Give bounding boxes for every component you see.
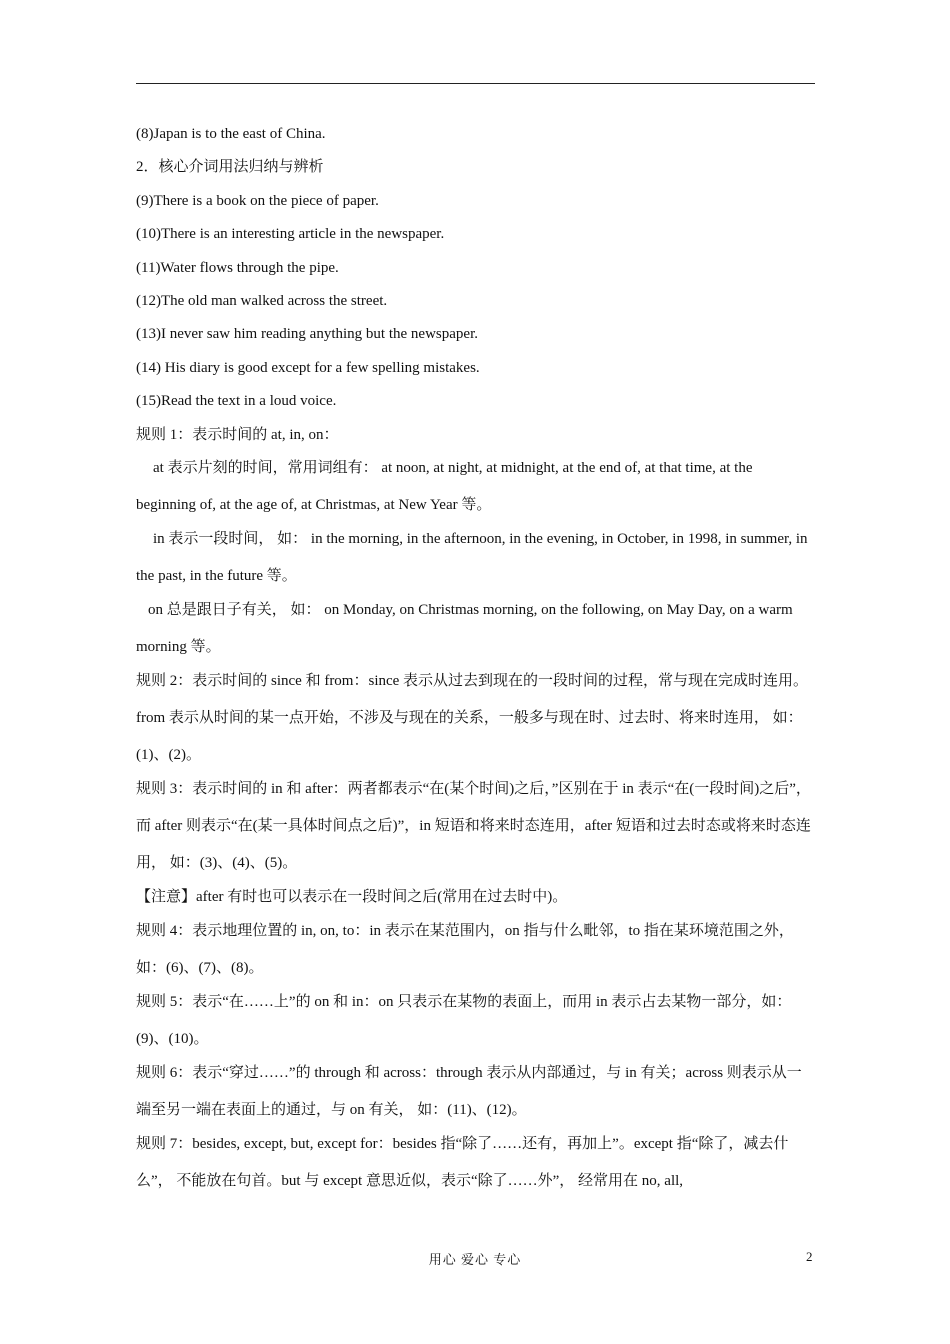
note-paragraph: 【注意】after 有时也可以表示在一段时间之后(常用在过去时中)。 [136, 888, 568, 905]
example-sentence-13: (13)I never saw him reading anything but the newspaper. [136, 326, 478, 343]
rule-6-paragraph: 规则 6：表示“穿过……”的 through 和 across：through 表示从内部通过，与 in 有关；across 则表示从一端至另一端在表面上的通过，与 on 有关， 如：(11)、(12)。 [136, 1064, 802, 1118]
header-rule [136, 83, 815, 84]
example-sentence-14: (14) His diary is good except for a few spelling mistakes. [136, 359, 480, 376]
rule-1-in-paragraph: in 表示一段时间， 如： in the morning, in the afternoon, in the evening, in October, in 1998, in summer, in the past, in the future 等。 [136, 530, 808, 584]
section-heading: 2．核心介词用法归纳与辨析 [136, 159, 324, 176]
rule-4-paragraph: 规则 4：表示地理位置的 in, on, to：in 表示在某范围内，on 指与什么毗邻，to 指在某环境范围之外， 如：(6)、(7)、(8)。 [136, 922, 794, 976]
rule-5-paragraph: 规则 5：表示“在……上”的 on 和 in：on 只表示在某物的表面上，而用 in 表示占去某物一部分，如：(9)、(10)。 [136, 993, 792, 1047]
rule-3-paragraph: 规则 3：表示时间的 in 和 after：两者都表示“在(某个时间)之后，”区别在于 in 表示“在(一段时间)之后”，而 after 则表示“在(某一具体时间点之后)”，in 短语和将来时态连用，after 短语和过去时态或将来时态连用， 如：(3)、(4)、(5)。 [136, 780, 811, 871]
page-number: 2 [806, 1249, 813, 1264]
rule-1-heading: 规则 1：表示时间的 at, in, on： [136, 426, 339, 443]
example-sentence-9: (9)There is a book on the piece of paper. [136, 192, 379, 209]
example-sentence-15: (15)Read the text in a loud voice. [136, 393, 337, 410]
footer-motto: 用心 爱心 专心 [428, 1252, 522, 1267]
body-text [136, 124, 816, 1205]
rule-2-paragraph: 规则 2：表示时间的 since 和 from：since 表示从过去到现在的一段时间的过程，常与现在完成时连用。from 表示从时间的某一点开始，不涉及与现在的关系，一般多与现在时、过去时、将来时连用， 如：(1)、(2)。 [136, 672, 809, 763]
example-sentence-12: (12)The old man walked across the street. [136, 292, 388, 309]
rule-1-at-paragraph: at 表示片刻的时间，常用词组有： at noon, at night, at midnight, at the end of, at that time, at the beginning of, at the age of, at Christmas, at New Year 等。 [136, 459, 753, 513]
rule-1-on-paragraph: on 总是跟日子有关， 如： on Monday, on Christmas morning, on the following, on May Day, on a warm morning 等。 [136, 601, 793, 655]
rule-7-paragraph: 规则 7：besides, except, but, except for：besides 指“除了……还有，再加上”。except 指“除了，减去什么”， 不能放在句首。but 与 except 意思近似，表示“除了……外”， 经常用在 no, all, [136, 1135, 789, 1189]
example-sentence-10: (10)There is an interesting article in the newspaper. [136, 226, 445, 243]
example-sentence-11: (11)Water flows through the pipe. [136, 259, 339, 276]
example-sentence-8: (8)Japan is to the east of China. [136, 126, 326, 142]
